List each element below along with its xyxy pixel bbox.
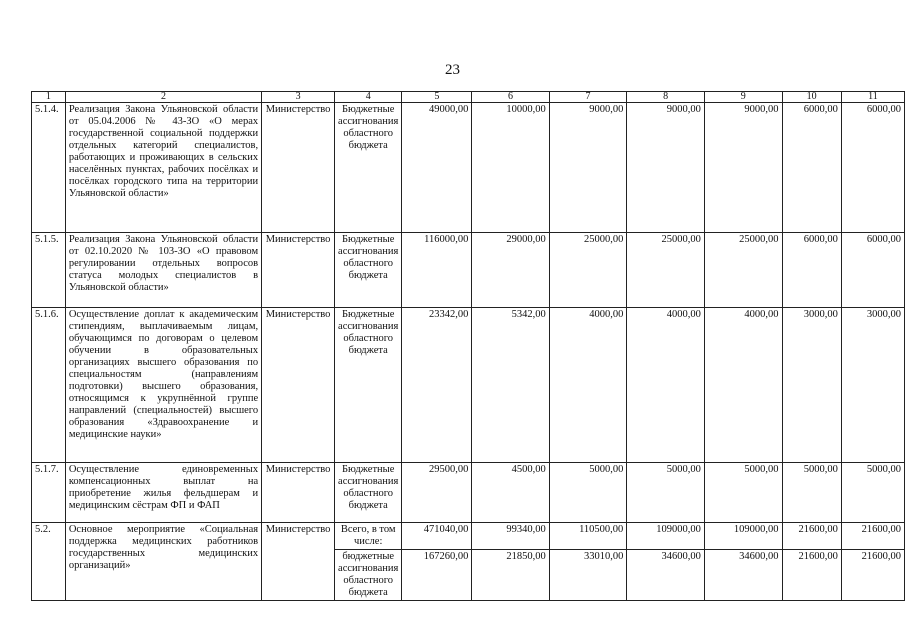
value-cell: 34600,00 [627,550,705,601]
row-number: 5.1.4. [32,103,66,233]
value-cell: 4500,00 [472,463,549,523]
value-cell: 34600,00 [704,550,782,601]
table-row [32,463,905,523]
row-source: бюджетные ассигнования областного бюджета [335,550,402,601]
header-cell: 5 [402,92,472,103]
header-cell: 8 [627,92,705,103]
value-cell: 471040,00 [402,523,472,550]
value-cell: 5000,00 [549,463,627,523]
header-cell: 7 [549,92,627,103]
value-cell: 109000,00 [704,523,782,550]
value-cell: 25000,00 [704,233,782,308]
value-cell: 21850,00 [472,550,549,601]
header-cell: 1 [32,92,66,103]
table-row [32,308,905,463]
row-name: Реализация Закона Ульяновской области от 02.10.2020 № 103-ЗО «О правовом регулировании отдельных вопросов статуса молодых специалистов в Ульяновской области» [65,233,261,308]
value-cell: 10000,00 [472,103,549,233]
row-executor: Министерство [262,308,335,463]
value-cell: 109000,00 [627,523,705,550]
value-cell: 9000,00 [549,103,627,233]
value-cell: 6000,00 [841,233,904,308]
value-cell: 5000,00 [782,463,841,523]
value-cell: 23342,00 [402,308,472,463]
value-cell: 6000,00 [782,103,841,233]
value-cell: 21600,00 [782,550,841,601]
value-cell: 6000,00 [782,233,841,308]
value-cell: 21600,00 [841,523,904,550]
header-cell: 3 [262,92,335,103]
value-cell: 99340,00 [472,523,549,550]
value-cell: 5342,00 [472,308,549,463]
row-source: Бюджетные ассигнования областного бюджета [335,308,402,463]
value-cell: 5000,00 [627,463,705,523]
value-cell: 49000,00 [402,103,472,233]
row-source: Бюджетные ассигнования областного бюджета [335,103,402,233]
row-name: Реализация Закона Ульяновской области от 05.04.2006 № 43-ЗО «О мерах государственной социальной поддержки отдельных категорий специалистов, работающих и проживающих в сельских населённых пунктах, рабочих посёлках и посёлках городского типа на территории Ульяновской области» [65,103,261,233]
value-cell: 4000,00 [627,308,705,463]
value-cell: 5000,00 [704,463,782,523]
header-cell: 4 [335,92,402,103]
row-name: Осуществление единовременных компенсационных выплат на приобретение жилья фельдшерам и медицинским сёстрам ФП и ФАП [65,463,261,523]
value-cell: 4000,00 [549,308,627,463]
header-cell: 6 [472,92,549,103]
value-cell: 5000,00 [841,463,904,523]
header-cell: 11 [841,92,904,103]
row-name: Осуществление доплат к академическим стипендиям, выплачиваемым лицам, обучающимся по договорам о целевом обучении в образовательных организациях высшего образования по специальностям (направлениям подготовки) высшего образования, относящимся к укрупнённой группе направлений (специальностей) высшего образования «Здравоохранение и медицинские науки» [65,308,261,463]
value-cell: 110500,00 [549,523,627,550]
row-executor: Министерство [262,233,335,308]
value-cell: 6000,00 [841,103,904,233]
row-number: 5.2. [32,523,66,601]
page-number: 23 [445,62,460,78]
header-cell: 9 [704,92,782,103]
row-source: Бюджетные ассигнования областного бюджета [335,463,402,523]
row-number: 5.1.6. [32,308,66,463]
value-cell: 9000,00 [704,103,782,233]
header-row [32,92,905,103]
row-source: Бюджетные ассигнования областного бюджета [335,233,402,308]
header-cell: 2 [65,92,261,103]
value-cell: 21600,00 [782,523,841,550]
table-row [32,523,905,550]
value-cell: 21600,00 [841,550,904,601]
row-executor: Министерство [262,103,335,233]
value-cell: 25000,00 [549,233,627,308]
value-cell: 33010,00 [549,550,627,601]
value-cell: 25000,00 [627,233,705,308]
value-cell: 167260,00 [402,550,472,601]
value-cell: 9000,00 [627,103,705,233]
value-cell: 116000,00 [402,233,472,308]
value-cell: 29000,00 [472,233,549,308]
row-source: Всего, в том числе: [335,523,402,550]
row-executor: Министерство [262,463,335,523]
table-row [32,233,905,308]
row-number: 5.1.5. [32,233,66,308]
value-cell: 4000,00 [704,308,782,463]
value-cell: 3000,00 [782,308,841,463]
value-cell: 3000,00 [841,308,904,463]
table-row [32,103,905,233]
row-name: Основное мероприятие «Социальная поддержка медицинских работников государственных медицинских организаций» [65,523,261,601]
header-cell: 10 [782,92,841,103]
value-cell: 29500,00 [402,463,472,523]
row-number: 5.1.7. [32,463,66,523]
program-table [31,91,905,601]
row-executor: Министерство [262,523,335,601]
